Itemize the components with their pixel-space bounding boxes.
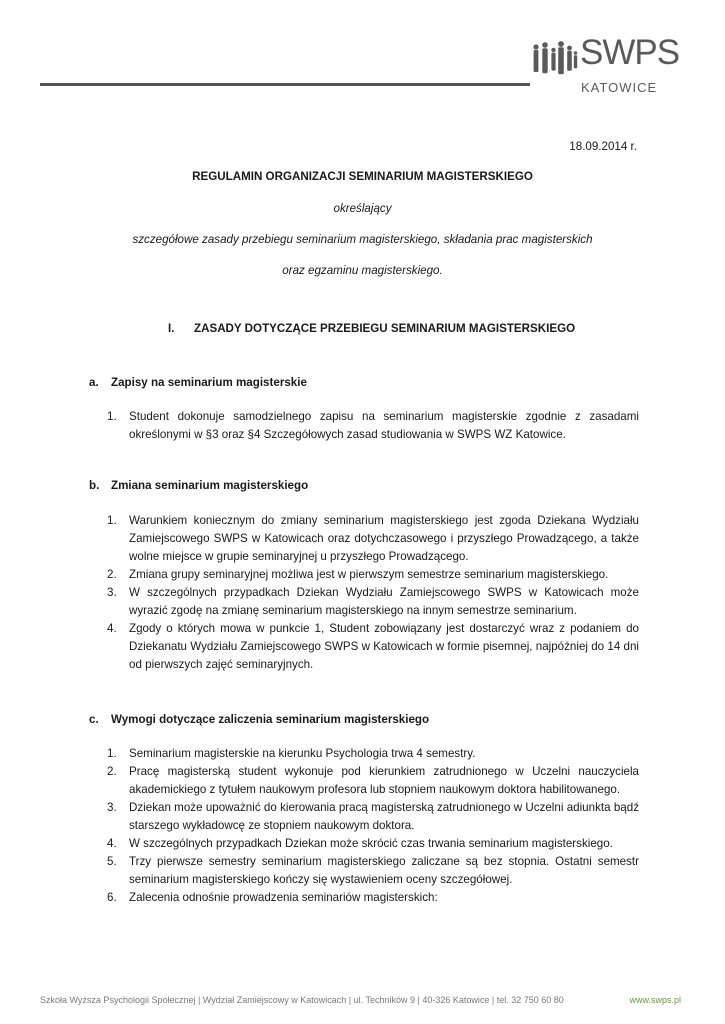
- item-text: Dziekan może upoważnić do kierowania pracą magisterską zatrudnionego w Uczelni adiunkta bądź starszego wykładowcę ze stopniem naukowym doktora.: [129, 801, 639, 832]
- item-text: Warunkiem koniecznym do zmiany seminarium magisterskiego jest zgoda Dziekana Wydziału Zamiejscowego SWPS w Katowicach oraz dotychczasowego i przyszłego Prowadzącego, a także wolne miejsce w grupie seminaryjnej u przyszłego Prowadzącego.: [129, 514, 639, 563]
- subsection-b-list: [107, 512, 639, 674]
- list-item: [107, 799, 639, 835]
- subsection-heading-c: [89, 711, 429, 729]
- subtitle-line-3: [40, 262, 685, 280]
- subtitle-line-1: określający: [333, 202, 392, 215]
- header-rule: [40, 83, 530, 86]
- list-item: [107, 584, 639, 620]
- subsection-title: Zmiana seminarium magisterskiego: [111, 479, 309, 492]
- logo-subtext: KATOWICE: [581, 80, 658, 95]
- item-text: W szczególnych przypadkach Dziekan może skrócić czas trwania seminarium magisterskiego.: [129, 837, 613, 850]
- document-title: REGULAMIN ORGANIZACJI SEMINARIUM MAGISTERSKIEGO: [192, 170, 533, 183]
- list-item: [107, 566, 639, 584]
- item-text: Seminarium magisterskie na kierunku Psychologia trwa 4 semestry.: [129, 747, 476, 760]
- item-number: 4.: [107, 622, 117, 635]
- list-item: [107, 620, 639, 674]
- item-text: Zmiana grupy seminaryjnej możliwa jest w pierwszym semestrze seminarium magisterskiego.: [129, 568, 609, 581]
- subsection-letter: a.: [89, 376, 99, 389]
- subtitle-line-3-text: oraz egzaminu magisterskiego.: [282, 264, 443, 277]
- list-item: [107, 835, 639, 853]
- subsection-title: Wymogi dotyczące zaliczenia seminarium magisterskiego: [111, 713, 430, 726]
- subsection-letter: c.: [89, 713, 99, 726]
- subtitle-line-2: szczegółowe zasady przebiegu seminarium magisterskiego, składania prac magisterskich: [132, 233, 593, 246]
- list-item: [107, 853, 639, 889]
- item-text: Student dokonuje samodzielnego zapisu na seminarium magisterskie zgodnie z zasadami określonymi w §3 oraz §4 Szczegółowych zasad studiowania w SWPS WZ Katowice.: [129, 410, 639, 441]
- item-number: 4.: [107, 837, 117, 850]
- section-heading: [168, 320, 575, 338]
- item-text: Zalecenia odnośnie prowadzenia seminariów magisterskich:: [129, 891, 438, 904]
- list-item: [107, 408, 639, 444]
- item-number: 1.: [107, 514, 117, 527]
- subsection-letter: b.: [89, 479, 100, 492]
- item-number: 1.: [107, 747, 117, 760]
- footer-website-link[interactable]: www.swps.pl: [629, 995, 681, 1005]
- subsection-c-list: [107, 745, 639, 907]
- footer-address: Szkoła Wyższa Psychologii Społecznej | Wydział Zamiejscowy w Katowicach | ul. Techników 9 | 40-326 Katowice | tel. 32 750 60 80: [40, 995, 564, 1005]
- document-date: 18.09.2014 r.: [569, 140, 637, 153]
- section-number: I.: [168, 322, 175, 335]
- people-silhouettes-icon: [532, 41, 578, 79]
- item-number: 2.: [107, 765, 117, 778]
- logo-wordmark: SWPS: [580, 33, 680, 72]
- item-number: 3.: [107, 586, 117, 599]
- swps-logo: [528, 33, 688, 100]
- item-text: Pracę magisterską student wykonuje pod kierunkiem zatrudnionego w Uczelni nauczyciela akademickiego z tytułem naukowym profesora lub stopniem naukowym doktora habilitowanego.: [129, 765, 639, 796]
- item-number: 5.: [107, 855, 117, 868]
- subsection-a-list: [107, 408, 639, 444]
- list-item: [107, 745, 639, 763]
- item-text: W szczególnych przypadkach Dziekan Wydziału Zamiejscowego SWPS w Katowicach może wyrazić zgodę na zmianę seminarium magisterskiego na innym semestrze seminarium.: [129, 586, 639, 617]
- section-title: ZASADY DOTYCZĄCE PRZEBIEGU SEMINARIUM MAGISTERSKIEGO: [194, 322, 576, 335]
- list-item: [107, 763, 639, 799]
- subsection-title: Zapisy na seminarium magisterskie: [111, 376, 307, 389]
- subsection-heading-a: [89, 374, 307, 392]
- item-text: Zgody o których mowa w punkcie 1, Student zobowiązany jest dostarczyć wraz z podaniem do Dziekanatu Wydziału Zamiejscowego SWPS w Katowicach w formie pisemnej, najpóźniej do 14 dni od pierwszych zajęć seminaryjnych.: [129, 622, 639, 671]
- item-text: Trzy pierwsze semestry seminarium magisterskiego zaliczane są bez stopnia. Ostatni semestr seminarium magisterskiego kończy się wystawieniem oceny szczegółowej.: [129, 855, 639, 886]
- list-item: [107, 512, 639, 566]
- list-item: [107, 889, 639, 907]
- item-number: 2.: [107, 568, 117, 581]
- subsection-heading-b: [89, 477, 308, 495]
- item-number: 1.: [107, 410, 117, 423]
- item-number: 6.: [107, 891, 117, 904]
- item-number: 3.: [107, 801, 117, 814]
